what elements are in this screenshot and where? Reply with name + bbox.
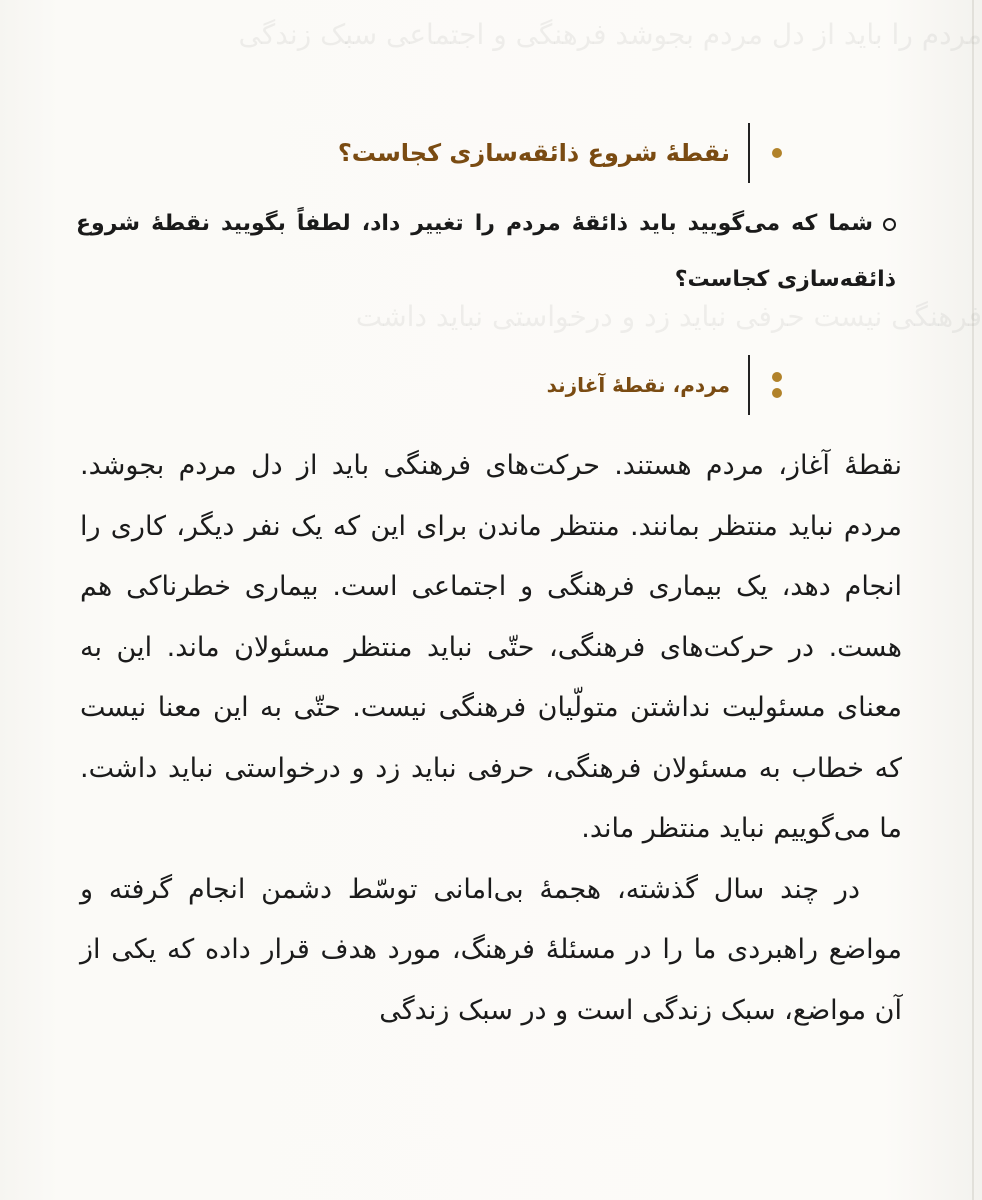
section-title: نقطهٔ شروع ذائقه‌سازی کجاست؟ (337, 139, 730, 167)
heading-divider (748, 355, 750, 415)
section-heading-1 (338, 118, 782, 188)
interview-question (76, 196, 896, 308)
answer-body (80, 436, 902, 1041)
paragraph: در چند سال گذشته، هجمهٔ بی‌امانی توسّط دشمن انجام گرفته و مواضع راهبردی ما را در مسئلهٔ فرهنگ، مورد هدف قرار داده که یکی از آن مواضع، سبک زندگی است و در سبک زندگی (80, 873, 902, 1026)
bleed-through-text: فرهنگی نیست حرفی نباید زد و درخواستی نباید داشت (355, 300, 982, 333)
answer-title: مردم، نقطهٔ آغازند (546, 373, 730, 397)
question-marker-icon (883, 218, 896, 231)
question-text: شما که می‌گویید باید ذائقهٔ مردم را تغییر داد، لطفاً بگویید نقطهٔ شروع ذائقه‌سازی کجاست؟ (76, 211, 896, 292)
paragraph: نقطهٔ آغاز، مردم هستند. حرکت‌های فرهنگی باید از دل مردم بجوشد. مردم نباید منتظر بمانند. منتظر ماندن برای این که یک نفر دیگر، کاری را انجام دهد، یک بیماری فرهنگی و اجتماعی است. بیماری خطرناکی هم هست. در حرکت‌های فرهنگی، حتّی نباید منتظر مسئولان ماند. این به معنای مسئولیت نداشتن متولّیان فرهنگی نیست. حتّی به این معنا نیست که خطاب به مسئولان فرهنگی، حرفی نباید زد و درخواستی نباید داشت. ما می‌گوییم نباید منتظر ماند. (80, 450, 902, 844)
bullet-icon (772, 148, 782, 158)
heading-divider (748, 123, 750, 183)
page-edge (972, 0, 974, 1200)
bleed-through-text: مردم را باید از دل مردم بجوشد فرهنگی و اجتماعی سبک زندگی (238, 18, 982, 51)
double-bullet-icon (772, 372, 782, 398)
section-heading-2 (547, 350, 782, 420)
